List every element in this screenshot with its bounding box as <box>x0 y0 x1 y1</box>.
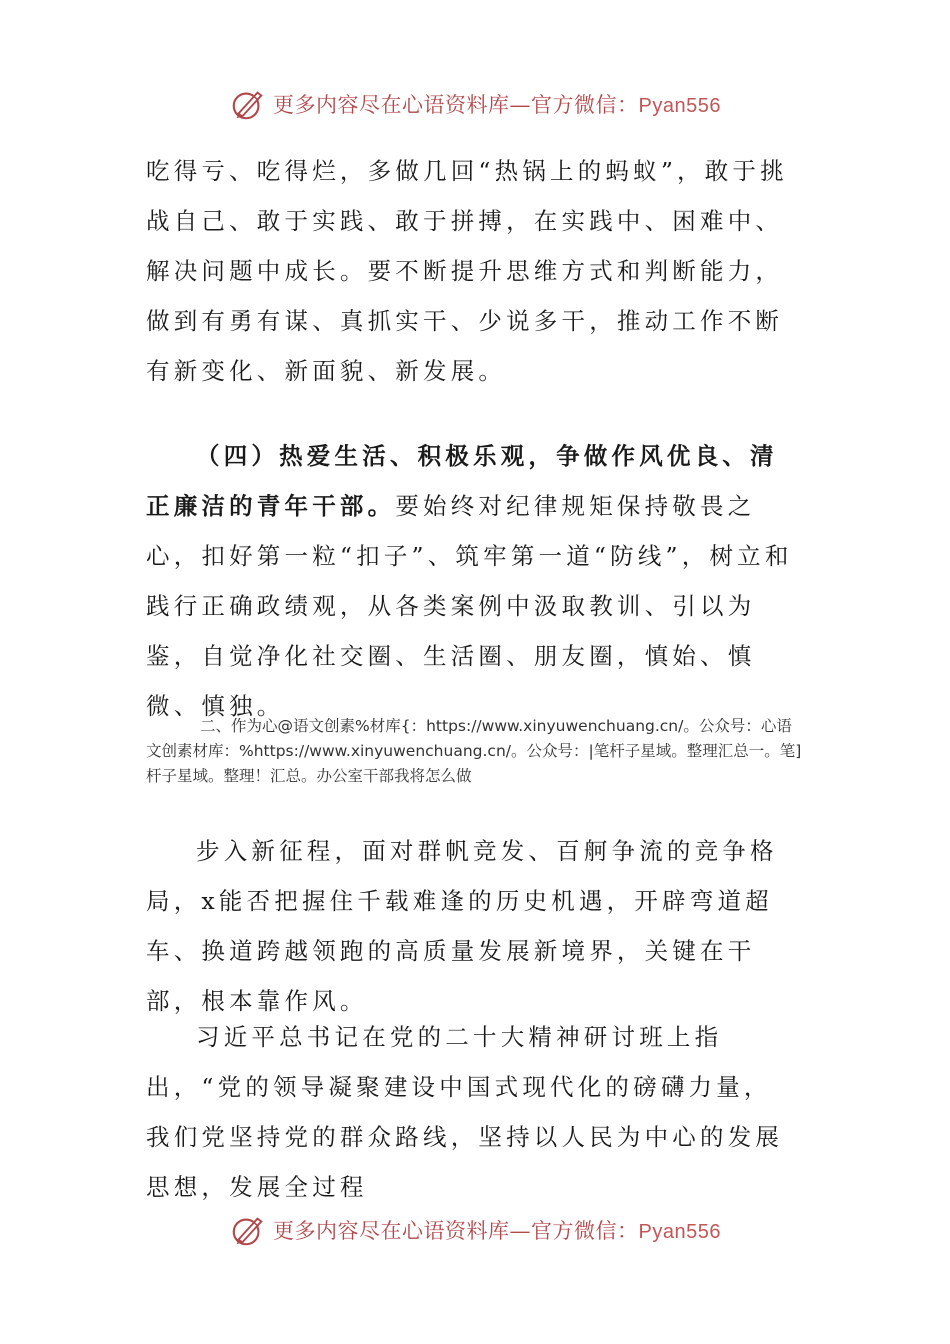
footer-dash: — <box>509 1219 532 1243</box>
paragraph-4: 习近平总书记在党的二十大精神研讨班上指出，“党的领导凝聚建设中国式现代化的磅礴力量，我们党坚持党的群众路线，坚持以人民为中心的发展思想，发展全过程 <box>146 1023 784 1201</box>
footer-official: 官方微信： <box>531 1219 639 1243</box>
footer-text <box>273 1215 721 1245</box>
footer-prefix: 更多内容尽在心语资料库 <box>273 1219 510 1243</box>
pen-logo-icon <box>229 1211 267 1249</box>
pen-logo-icon <box>229 85 267 123</box>
header-official: 官方微信： <box>531 93 639 117</box>
header-prefix: 更多内容尽在心语资料库 <box>273 93 510 117</box>
paragraph-2-heading: （四）热爱生活、积极乐观，争做作风优良、清正廉洁的青年干部。 <box>146 442 778 520</box>
paragraph-2 <box>146 431 794 731</box>
paragraph-2-body: 要始终对纪律规矩保持敬畏之心，扣好第一粒“扣子”、筑牢第一道“防线”，树立和践行正确政绩观，从各类案例中汲取教训、引以为鉴，自觉净化社交圈、生活圈、朋友圈，慎始、慎微、慎独。 <box>146 492 793 720</box>
footer-banner <box>0 1208 950 1252</box>
paragraph-1: 吃得亏、吃得烂，多做几回“热锅上的蚂蚁”，敢于挑战自己、敢于实践、敢于拼搏，在实践中、困难中、解决问题中成长。要不断提升思维方式和判断能力，做到有勇有谋、真抓实干、少说多干，推动工作不断有新变化、新面貌、新发展。 <box>146 157 788 385</box>
paragraph-3: 步入新征程，面对群帆竞发、百舸争流的竞争格局，x能否把握住千载难逢的历史机遇，开辟弯道超车、换道跨越领跑的高质量发展新境界，关键在干部，根本靠作风。 <box>146 837 778 1015</box>
header-handle: Pyan556 <box>638 95 721 117</box>
source-note: 二、作为心@语文创素%材库{：https://www.xinyuwenchuang.cn/。公众号：心语文创素材库：%https://www.xinyuwenchuang.cn/。公众号：|笔杆子星域。整理汇总一。笔]杆子星域。整理！汇总。办公室干部我将怎么做 <box>146 717 802 785</box>
header-banner <box>0 82 950 126</box>
header-dash: — <box>509 93 532 117</box>
footer-handle: Pyan556 <box>638 1221 721 1243</box>
header-text <box>273 89 721 119</box>
